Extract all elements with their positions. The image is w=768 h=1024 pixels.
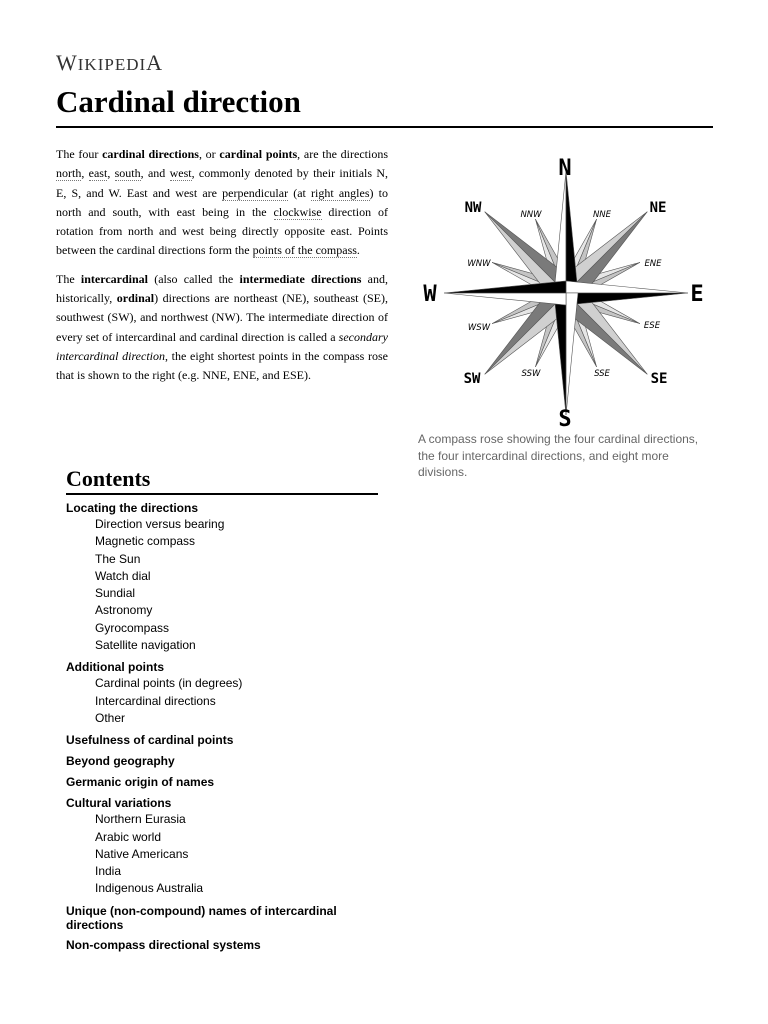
italic-term: secondary intercardinal direction <box>56 329 388 363</box>
intercardinal-paragraph <box>56 270 388 386</box>
label-se: SE <box>650 371 668 387</box>
intro-paragraph <box>56 145 388 261</box>
rose-point-cardinal-left <box>566 293 578 415</box>
text-run: The <box>56 271 81 286</box>
text-run: direction of rotation from north and west being directly opposite east. Points between the cardinal directions form the <box>56 204 388 258</box>
wordmark-last: A <box>146 50 164 75</box>
text-run: , <box>81 166 89 181</box>
text-run: , <box>107 166 115 181</box>
article-body <box>56 145 388 395</box>
wordmark-middle: IKIPEDI <box>77 55 147 74</box>
title-rule <box>56 126 713 128</box>
toc-subsection-link[interactable]: Magnetic compass <box>95 534 196 549</box>
article-link[interactable]: points of the compass <box>252 243 357 258</box>
toc-section-link[interactable]: Germanic origin of names <box>66 775 215 790</box>
text-run: , are the directions <box>297 147 388 161</box>
toc-section-link[interactable]: Additional points <box>66 660 164 675</box>
label-nw: NW <box>464 200 482 216</box>
toc-subsection-link[interactable]: Astronomy <box>95 603 153 618</box>
compass-rose-image <box>418 150 718 435</box>
label-e: E <box>690 282 704 307</box>
figure-caption: A compass rose showing the four cardinal directions, the four intercardinal directions, and eight more divisions. <box>418 432 699 480</box>
article-link[interactable]: west <box>169 166 192 181</box>
toc-subsection-link[interactable]: Indigenous Australia <box>95 881 204 896</box>
toc-section-link[interactable]: Usefulness of cardinal points <box>66 733 234 748</box>
rose-point-cardinal-right <box>566 293 688 305</box>
article-link[interactable]: right angles <box>311 185 370 200</box>
text-run: (at <box>288 185 312 200</box>
label-ese: ESE <box>643 321 661 331</box>
bold-term: cardinal directions <box>102 147 199 161</box>
text-run: , or <box>198 147 220 161</box>
toc-subsection-link[interactable]: Arabic world <box>95 829 162 844</box>
text-run: (also called the <box>147 271 240 286</box>
rose-point-cardinal-right <box>554 293 566 415</box>
toc-section-link[interactable]: Unique (non-compound) names of intercardinal directions <box>66 903 337 932</box>
text-run: ) directions are northeast (NE), southeast (SE), southwest (SW), and northwest (NW). The intermediate direction of every set of intercardinal and cardinal direction is called a <box>56 291 388 344</box>
toc-section-link[interactable]: Beyond geography <box>66 754 175 769</box>
toc-subsection-link[interactable]: Northern Eurasia <box>95 812 186 827</box>
toc-subsection-link[interactable]: Watch dial <box>95 568 151 583</box>
label-nnw: NNW <box>520 210 542 220</box>
toc-section-link[interactable]: Cultural variations <box>66 796 172 811</box>
toc-subsection-link[interactable]: Intercardinal directions <box>95 693 216 708</box>
bold-term: ordinal <box>116 291 155 306</box>
table-of-contents <box>66 501 366 953</box>
text-run: , the eight shortest points in the compass rose that is shown to the right (e.g. NNE, ENE, and ESE). <box>56 348 388 383</box>
bold-term: intercardinal <box>80 271 148 286</box>
toc-rule <box>66 493 378 495</box>
label-ssw: SSW <box>521 369 541 379</box>
toc-subsection-link[interactable]: The Sun <box>95 551 141 566</box>
page-title: Cardinal direction <box>56 84 301 119</box>
rose-point-cardinal-right <box>444 281 566 293</box>
article-link[interactable]: north <box>56 166 82 181</box>
text-run: , and <box>140 166 170 181</box>
label-nne: NNE <box>592 210 612 220</box>
article-link[interactable]: clockwise <box>273 204 322 219</box>
article-link[interactable]: south <box>114 166 141 181</box>
toc-subsection-link[interactable]: Gyrocompass <box>95 620 170 635</box>
label-n: N <box>558 156 572 181</box>
article-link[interactable]: east <box>88 166 108 181</box>
toc-subsection-link[interactable]: Native Americans <box>95 846 189 861</box>
toc-section-link[interactable]: Locating the directions <box>66 501 199 515</box>
label-ene: ENE <box>644 259 662 269</box>
wordmark-first: W <box>56 50 78 75</box>
text-run: and, historically, <box>56 271 388 306</box>
rose-point-cardinal-left <box>566 281 688 293</box>
toc-subsection-link[interactable]: Satellite navigation <box>95 638 196 653</box>
text-run: , commonly denoted by their initials N, E, S, and W. East and west are <box>56 166 389 200</box>
label-wnw: WNW <box>467 259 491 269</box>
text-run: ) to north and south, with east being in the <box>56 185 388 219</box>
rose-point-cardinal-right <box>566 171 578 293</box>
toc-subsection-link[interactable]: Cardinal points (in degrees) <box>95 676 243 691</box>
label-wsw: WSW <box>467 323 491 333</box>
bold-term: cardinal points <box>219 147 298 161</box>
toc-subsection-link[interactable]: Other <box>95 710 126 725</box>
label-w: W <box>423 282 437 307</box>
wikipedia-wordmark[interactable] <box>56 50 163 76</box>
toc-subsection-link[interactable]: India <box>95 864 122 879</box>
toc-subsection-link[interactable]: Sundial <box>95 586 136 601</box>
toc-section-link[interactable]: Non-compass directional systems <box>66 937 261 952</box>
label-sw: SW <box>463 371 481 387</box>
rose-point-cardinal-left <box>444 293 566 305</box>
rose-point-cardinal-left <box>554 171 566 293</box>
text-run: The four <box>56 147 103 161</box>
toc-title: Contents <box>66 466 151 491</box>
text-run: . <box>356 243 360 258</box>
article-link[interactable]: perpendicular <box>222 185 289 200</box>
label-sse: SSE <box>594 369 610 379</box>
bold-term: intermediate directions <box>239 271 362 286</box>
label-s: S <box>558 407 572 432</box>
toc-subsection-link[interactable]: Direction versus bearing <box>95 517 225 531</box>
label-ne: NE <box>649 200 667 216</box>
